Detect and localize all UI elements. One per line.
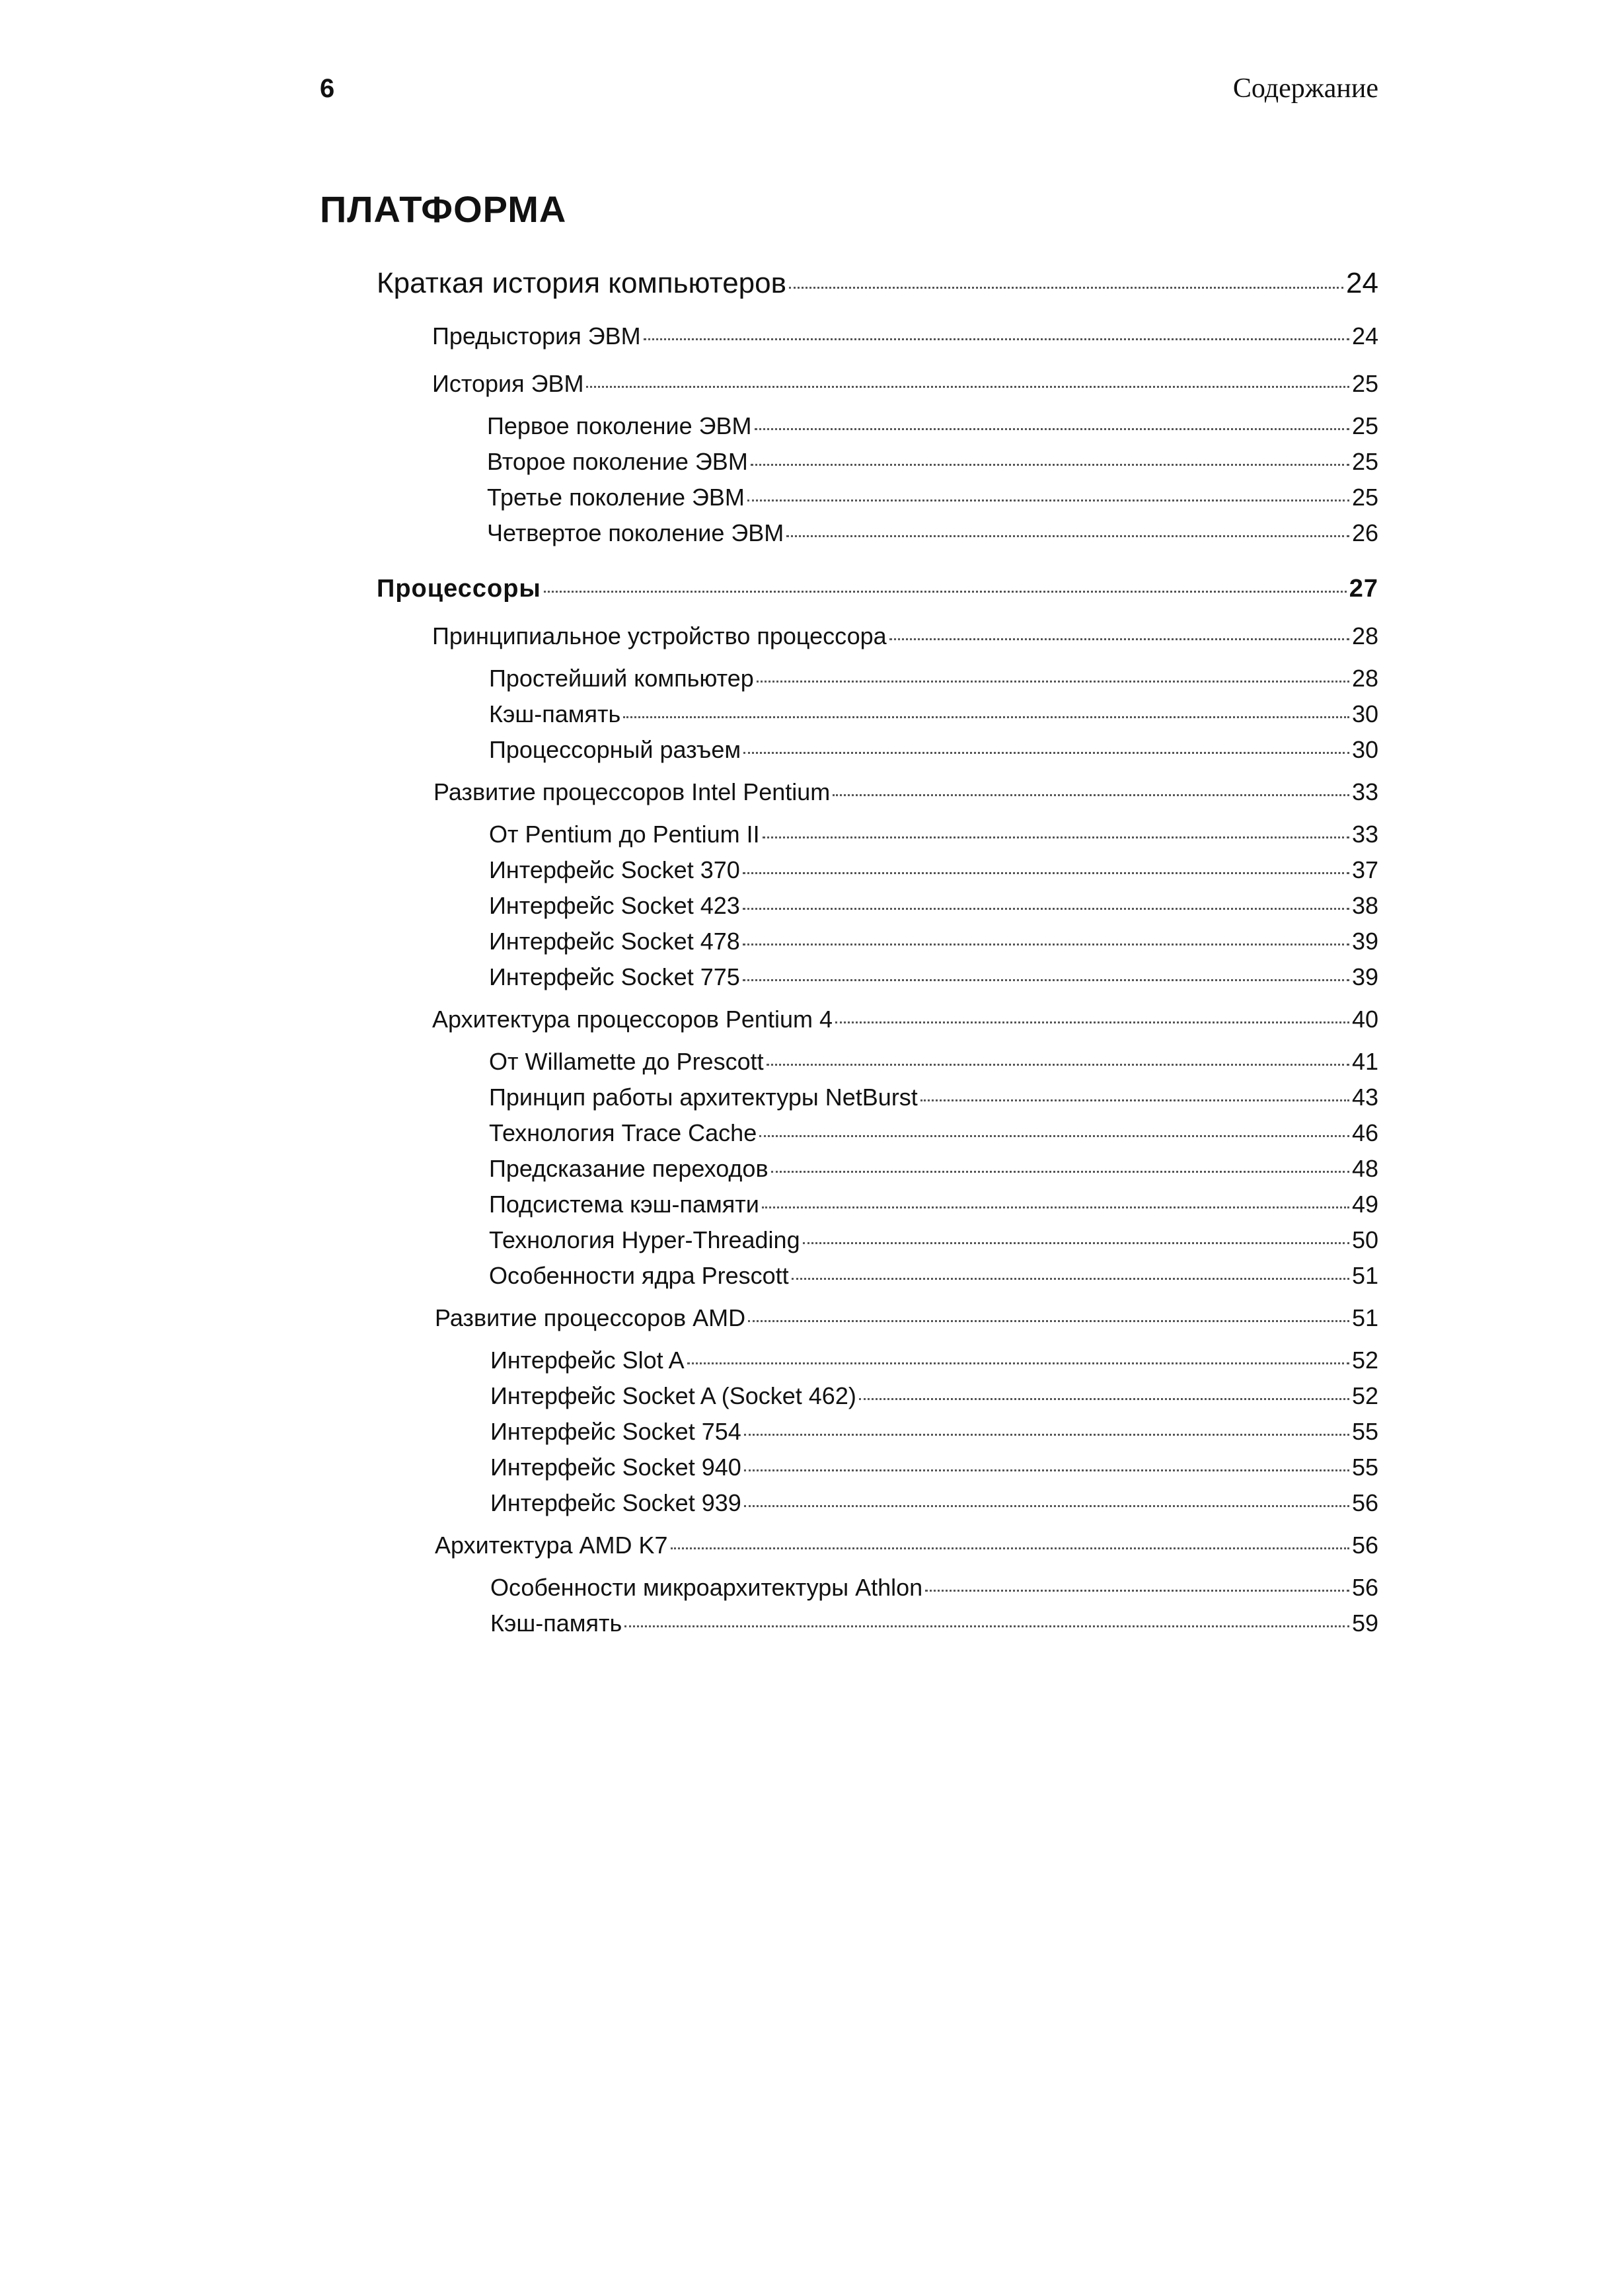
- toc-entry-subsection[interactable]: [489, 1119, 1378, 1147]
- dot-leader: [743, 908, 1349, 910]
- toc-entry-label: Принцип работы архитектуры NetBurst: [489, 1084, 918, 1111]
- toc-entry-subsection[interactable]: [490, 1489, 1378, 1517]
- toc-entry-section[interactable]: [432, 1006, 1378, 1033]
- dot-leader: [751, 464, 1349, 466]
- dot-leader: [743, 872, 1349, 874]
- toc-entry-page: 51: [1351, 1262, 1378, 1289]
- toc-entry-subsection[interactable]: [489, 856, 1378, 884]
- toc-entry-subsection[interactable]: [489, 1155, 1378, 1183]
- toc-entry-subsection[interactable]: [489, 1048, 1378, 1076]
- toc-entry-label: Технология Trace Cache: [489, 1119, 757, 1146]
- toc-entry-subsection[interactable]: [489, 821, 1378, 848]
- toc-entry-page: 37: [1351, 856, 1378, 883]
- toc-entry-label: Особенности ядра Prescott: [489, 1262, 789, 1289]
- toc-entry-page: 38: [1351, 892, 1378, 919]
- toc-entry-page: 39: [1351, 928, 1378, 955]
- toc-entry-page: 30: [1351, 700, 1378, 727]
- toc-entry-page: 27: [1349, 575, 1378, 603]
- dot-leader: [786, 535, 1349, 537]
- dot-leader: [835, 1021, 1349, 1023]
- toc-entry-page: 56: [1351, 1574, 1378, 1601]
- toc-entry-page: 39: [1351, 963, 1378, 990]
- toc-entry-label: Кэш-память: [489, 700, 621, 727]
- toc-entry-subsection[interactable]: [489, 736, 1378, 764]
- dot-leader: [920, 1099, 1349, 1101]
- toc-entry-label: Предыстория ЭВМ: [432, 322, 641, 350]
- toc-entry-label: Развитие процессоров Intel Pentium: [433, 778, 831, 805]
- dot-leader: [771, 1171, 1349, 1173]
- toc-entry-page: 51: [1351, 1304, 1378, 1331]
- section-title: ПЛАТФОРМА: [320, 188, 567, 230]
- toc-entry-label: Краткая история компьютеров: [377, 267, 786, 299]
- toc-entry-page: 24: [1351, 322, 1378, 350]
- toc-entry-label: Интерфейс Socket 423: [489, 892, 740, 919]
- toc-entry-label: Интерфейс Socket 754: [490, 1418, 741, 1445]
- toc-entry-page: 43: [1351, 1084, 1378, 1111]
- toc-entry-section[interactable]: [435, 1304, 1378, 1332]
- toc-entry-subsection[interactable]: [487, 519, 1378, 547]
- toc-entry-label: Кэш-память: [490, 1610, 622, 1637]
- toc-entry-subsection[interactable]: [490, 1574, 1378, 1602]
- toc-entry-label: От Pentium до Pentium II: [489, 821, 760, 848]
- toc-entry-page: 56: [1351, 1489, 1378, 1516]
- toc-entry-page: 41: [1351, 1048, 1378, 1075]
- page-number: 6: [320, 74, 335, 103]
- toc-entry-subsection[interactable]: [490, 1610, 1378, 1637]
- toc-entry-subsection[interactable]: [489, 963, 1378, 991]
- toc-entry-subsection[interactable]: [489, 1262, 1378, 1290]
- toc-entry-subsection[interactable]: [489, 1191, 1378, 1218]
- toc-entry-subsection[interactable]: [487, 448, 1378, 476]
- toc-entry-chapter[interactable]: [377, 575, 1378, 603]
- toc-entry-section[interactable]: [435, 1532, 1378, 1559]
- dot-leader: [748, 1320, 1349, 1322]
- toc-entry-page: 28: [1351, 665, 1378, 692]
- toc-entry-label: Принципиальное устройство процессора: [432, 622, 887, 649]
- dot-leader: [757, 681, 1349, 683]
- toc-entry-label: Архитектура процессоров Pentium 4: [432, 1006, 833, 1033]
- toc-entry-label: Интерфейс Slot A: [490, 1347, 685, 1374]
- toc-entry-page: 28: [1351, 622, 1378, 649]
- toc-entry-page: 52: [1351, 1347, 1378, 1374]
- toc-entry-label: Интерфейс Socket 940: [490, 1454, 741, 1481]
- dot-leader: [755, 428, 1349, 430]
- toc-entry-label: Технология Hyper-Threading: [489, 1226, 800, 1253]
- toc-entry-label: Предсказание переходов: [489, 1155, 768, 1182]
- toc-entry-subsection[interactable]: [490, 1454, 1378, 1481]
- toc-entry-page: 25: [1351, 448, 1378, 475]
- toc-entry-subsection[interactable]: [489, 1084, 1378, 1111]
- dot-leader: [759, 1135, 1349, 1137]
- toc-entry-page: 55: [1351, 1454, 1378, 1481]
- dot-leader: [624, 1625, 1349, 1627]
- dot-leader: [859, 1398, 1349, 1400]
- toc-entry-label: Интерфейс Socket 775: [489, 963, 740, 990]
- toc-entry-label: История ЭВМ: [432, 370, 584, 397]
- toc-entry-subsection[interactable]: [489, 1226, 1378, 1254]
- toc-entry-page: 49: [1351, 1191, 1378, 1218]
- toc-entry-page: 40: [1351, 1006, 1378, 1033]
- toc-entry-subsection[interactable]: [490, 1347, 1378, 1374]
- toc-entry-label: Второе поколение ЭВМ: [487, 448, 748, 475]
- toc-entry-label: Процессорный разъем: [489, 736, 741, 763]
- running-header: Содержание: [1232, 73, 1378, 104]
- dot-leader: [586, 386, 1349, 388]
- toc-entry-page: 30: [1351, 736, 1378, 763]
- toc-entry-label: Третье поколение ЭВМ: [487, 484, 745, 511]
- dot-leader: [743, 979, 1349, 981]
- toc-entry-label: Особенности микроархитектуры Athlon: [490, 1574, 923, 1601]
- toc-entry-subsection[interactable]: [487, 484, 1378, 511]
- toc-entry-chapter[interactable]: [377, 267, 1378, 300]
- dot-leader: [623, 716, 1349, 718]
- dot-leader: [544, 591, 1347, 593]
- toc-entry-label: Развитие процессоров AMD: [435, 1304, 746, 1331]
- dot-leader: [803, 1242, 1349, 1244]
- toc-entry-label: Интерфейс Socket A (Socket 462): [490, 1382, 856, 1409]
- toc-entry-subsection[interactable]: [490, 1418, 1378, 1446]
- toc-entry-page: 24: [1346, 267, 1378, 299]
- dot-leader: [743, 752, 1349, 754]
- dot-leader: [789, 287, 1343, 289]
- dot-leader: [687, 1362, 1349, 1364]
- toc-entry-subsection[interactable]: [487, 412, 1378, 440]
- toc-entry-label: Четвертое поколение ЭВМ: [487, 519, 784, 546]
- dot-leader: [833, 794, 1349, 796]
- toc-entry-section[interactable]: [433, 778, 1378, 806]
- toc-entry-section[interactable]: [432, 322, 1378, 350]
- toc-entry-label: Первое поколение ЭВМ: [487, 412, 752, 439]
- toc-entry-subsection[interactable]: [490, 1382, 1378, 1410]
- toc-entry-subsection[interactable]: [489, 665, 1378, 692]
- toc-entry-page: 33: [1351, 821, 1378, 848]
- dot-leader: [743, 944, 1349, 945]
- toc-entry-label: Простейший компьютер: [489, 665, 754, 692]
- dot-leader: [744, 1505, 1349, 1507]
- toc-entry-subsection[interactable]: [489, 700, 1378, 728]
- toc-entry-page: 56: [1351, 1532, 1378, 1559]
- toc-entry-page: 25: [1351, 412, 1378, 439]
- toc-entry-page: 33: [1351, 778, 1378, 805]
- toc-entry-page: 26: [1351, 519, 1378, 546]
- toc-entry-subsection[interactable]: [489, 892, 1378, 920]
- toc-entry-page: 46: [1351, 1119, 1378, 1146]
- dot-leader: [925, 1590, 1349, 1592]
- toc-entry-section[interactable]: [432, 622, 1378, 650]
- toc-entry-label: Процессоры: [377, 575, 541, 603]
- toc-entry-label: Интерфейс Socket 939: [490, 1489, 741, 1516]
- toc-entry-section[interactable]: [432, 370, 1378, 398]
- toc-entry-page: 48: [1351, 1155, 1378, 1182]
- toc-entry-page: 25: [1351, 370, 1378, 397]
- dot-leader: [763, 836, 1349, 838]
- toc-entry-page: 52: [1351, 1382, 1378, 1409]
- toc-entry-page: 55: [1351, 1418, 1378, 1445]
- dot-leader: [671, 1547, 1349, 1549]
- toc-entry-subsection[interactable]: [489, 928, 1378, 955]
- dot-leader: [744, 1469, 1349, 1471]
- toc-entry-label: Архитектура AMD K7: [435, 1532, 668, 1559]
- dot-leader: [644, 338, 1349, 340]
- dot-leader: [767, 1064, 1349, 1066]
- dot-leader: [747, 500, 1349, 501]
- dot-leader: [762, 1206, 1349, 1208]
- toc-entry-page: 50: [1351, 1226, 1378, 1253]
- toc-entry-page: 59: [1351, 1610, 1378, 1637]
- dot-leader: [889, 638, 1349, 640]
- toc-entry-label: Интерфейс Socket 478: [489, 928, 740, 955]
- dot-leader: [792, 1278, 1349, 1280]
- toc-entry-page: 25: [1351, 484, 1378, 511]
- dot-leader: [744, 1434, 1349, 1436]
- toc-entry-label: Интерфейс Socket 370: [489, 856, 740, 883]
- toc-entry-label: От Willamette до Prescott: [489, 1048, 764, 1075]
- toc-entry-label: Подсистема кэш-памяти: [489, 1191, 759, 1218]
